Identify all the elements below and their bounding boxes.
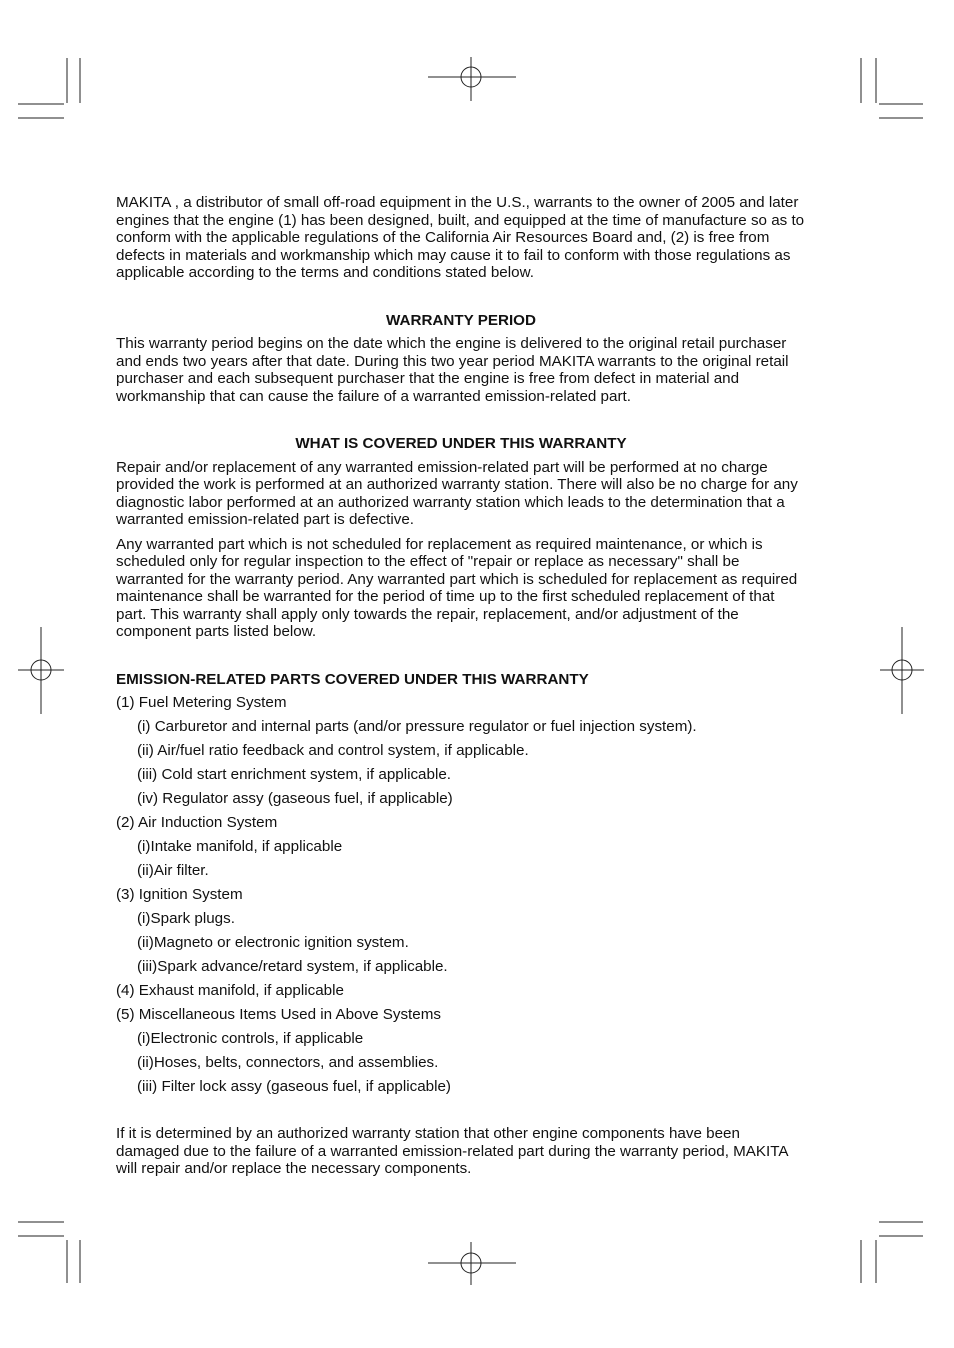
coverage-paragraph-1: Repair and/or replacement of any warranted emission-related part will be performed at no charge provided the work is performed at an authorized warranty station. There will also be no charge for any diagnostic labor performed at an authorized warranty station which leads to the determination that a warranted emission-related part is defective. (116, 458, 798, 528)
list-item: (iii) Filter lock assy (gaseous fuel, if applicable) (137, 1078, 451, 1095)
warranty-period-text: This warranty period begins on the date which the engine is delivered to the original retail purchaser and ends two years after that date. During this two year period MAKITA warrants to the original retail purchaser and each subsequent purchaser that the engine is free from defect in material and workmanship that can cause the failure of a warranted emission-related part. (116, 335, 789, 405)
list-item: (ii)Air filter. (137, 862, 209, 879)
list-item: (ii)Magneto or electronic ignition system. (137, 934, 409, 951)
intro-paragraph: MAKITA , a distributor of small off-road equipment in the U.S., warrants to the owner of 2005 and later engines that the engine (1) has been designed, built, and equipped at the time of manufacture so as to conform with the applicable regulations of the California Air Resources Board and, (2) is free from defects in materials and workmanship which may cause it to fail to conform with those regulations as applicable according to the terms and conditions stated below. (116, 194, 805, 281)
warranty-period-heading: WARRANTY PERIOD (386, 311, 536, 329)
list-item: (1) Fuel Metering System (116, 694, 287, 711)
list-item: (iii)Spark advance/retard system, if applicable. (137, 958, 448, 975)
coverage-heading: WHAT IS COVERED UNDER THIS WARRANTY (295, 435, 627, 452)
list-item: (4) Exhaust manifold, if applicable (116, 982, 344, 999)
list-item: (i)Intake manifold, if applicable (137, 838, 343, 855)
list-item: (i)Electronic controls, if applicable (137, 1030, 364, 1047)
parts-list (116, 691, 806, 1099)
parts-heading: EMISSION-RELATED PARTS COVERED UNDER THIS WARRANTY (116, 670, 589, 688)
list-item: (iv) Regulator assy (gaseous fuel, if applicable) (137, 790, 453, 807)
list-item: (5) Miscellaneous Items Used in Above Systems (116, 1006, 441, 1023)
closing-paragraph: If it is determined by an authorized warranty station that other engine components have been damaged due to the failure of a warranted emission-related part during the warranty period, MAKITA will repair and/or replace the necessary components. (116, 1125, 788, 1177)
warranty-document (116, 194, 806, 1178)
list-item: (i) Carburetor and internal parts (and/or pressure regulator or fuel injection system). (137, 718, 697, 735)
list-item: (ii)Hoses, belts, connectors, and assemblies. (137, 1054, 439, 1071)
list-item: (3) Ignition System (116, 886, 243, 903)
list-item: (ii) Air/fuel ratio feedback and control system, if applicable. (137, 742, 529, 759)
list-item: (2) Air Induction System (116, 814, 278, 831)
list-item: (iii) Cold start enrichment system, if applicable. (137, 766, 451, 783)
coverage-paragraph-2: Any warranted part which is not scheduled for replacement as required maintenance, or which is scheduled only for regular inspection to the effect of "repair or replace as necessary" shall be warranted for the warranty period. Any warranted part which is scheduled for replacement as required maintenance shall be warranted for the period of time up to the first scheduled replacement of that part. This warranty shall apply only towards the repair, replacement, and/or adjustment of the component parts listed below. (116, 535, 798, 640)
list-item: (i)Spark plugs. (137, 910, 235, 927)
